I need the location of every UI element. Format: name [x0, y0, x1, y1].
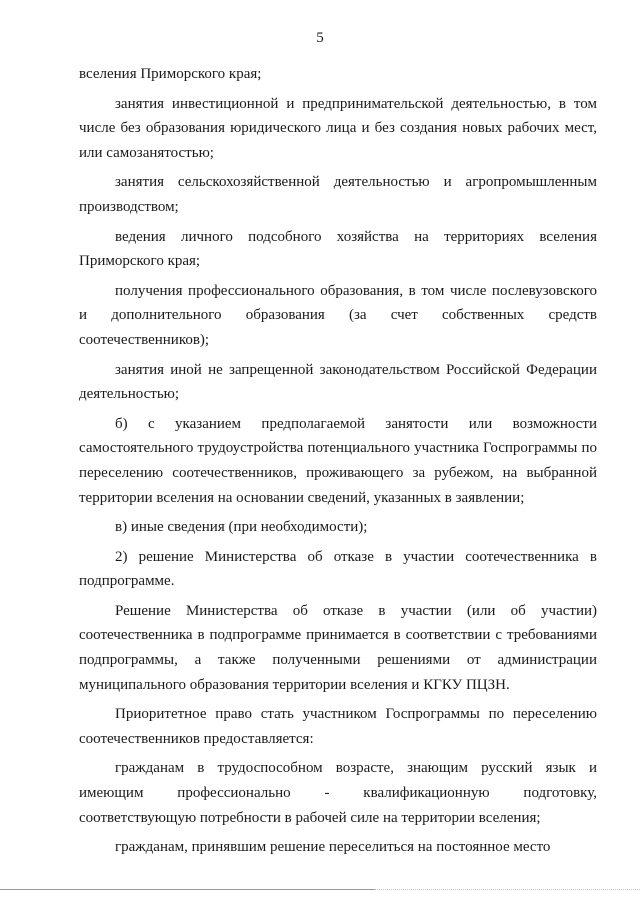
paragraph-item-2: 2) решение Министерства об отказе в участии соотечественника в подпрограмме. [79, 548, 597, 590]
document-body [79, 62, 597, 860]
paragraph-continuation: вселения Приморского края; [79, 66, 262, 82]
paragraph-other-activity: занятия иной не запрещенной законодательством Российской Федерации деятельностью; [79, 361, 597, 403]
footer-divider-dotted [375, 889, 640, 890]
paragraph-education: получения профессионального образования, в том числе послевузовского и дополнительного образования (за счет собственных средств соотечественников); [79, 282, 597, 348]
paragraph-investment: занятия инвестиционной и предпринимательской деятельностью, в том числе без образования юридического лица и без создания новых рабочих мест, или самозанятостью; [79, 95, 597, 161]
paragraph-working-age: гражданам в трудоспособном возрасте, знающим русский язык и имеющим профессионально - квалификационную подготовку, соответствующую потребности в рабочей силе на территории вселения; [79, 760, 597, 826]
page-number: 5 [316, 30, 324, 46]
paragraph-item-v: в) иные сведения (при необходимости); [115, 519, 368, 536]
paragraph-priority-right: Приоритетное право стать участником Госпрограммы по переселению соотечественников предоставляется: [79, 706, 597, 747]
paragraph-item-b: б) с указанием предполагаемой занятости или возможности самостоятельного трудоустройства потенциального участника Госпрограммы по переселению соотечественников, проживающего за рубежом, на выбранной территории вселения на основании сведений, указанных в заявлении; [79, 415, 597, 506]
paragraph-agriculture: занятия сельскохозяйственной деятельностью и агропромышленным производством; [79, 174, 597, 215]
paragraph-refusal-decision: Решение Министерства об отказе в участии (или об участии) соотечественника в подпрограмме принимается в соответствии с требованиями подпрограммы, а также полученными решениями от администрации муниципального образования территории вселения и КГКУ ПЦЗН. [79, 602, 597, 693]
paragraph-personal-farm: ведения личного подсобного хозяйства на территориях вселения Приморского края; [79, 228, 597, 270]
footer-divider [0, 889, 375, 890]
paragraph-relocation: гражданам, принявшим решение переселиться на постоянное место [115, 839, 551, 856]
